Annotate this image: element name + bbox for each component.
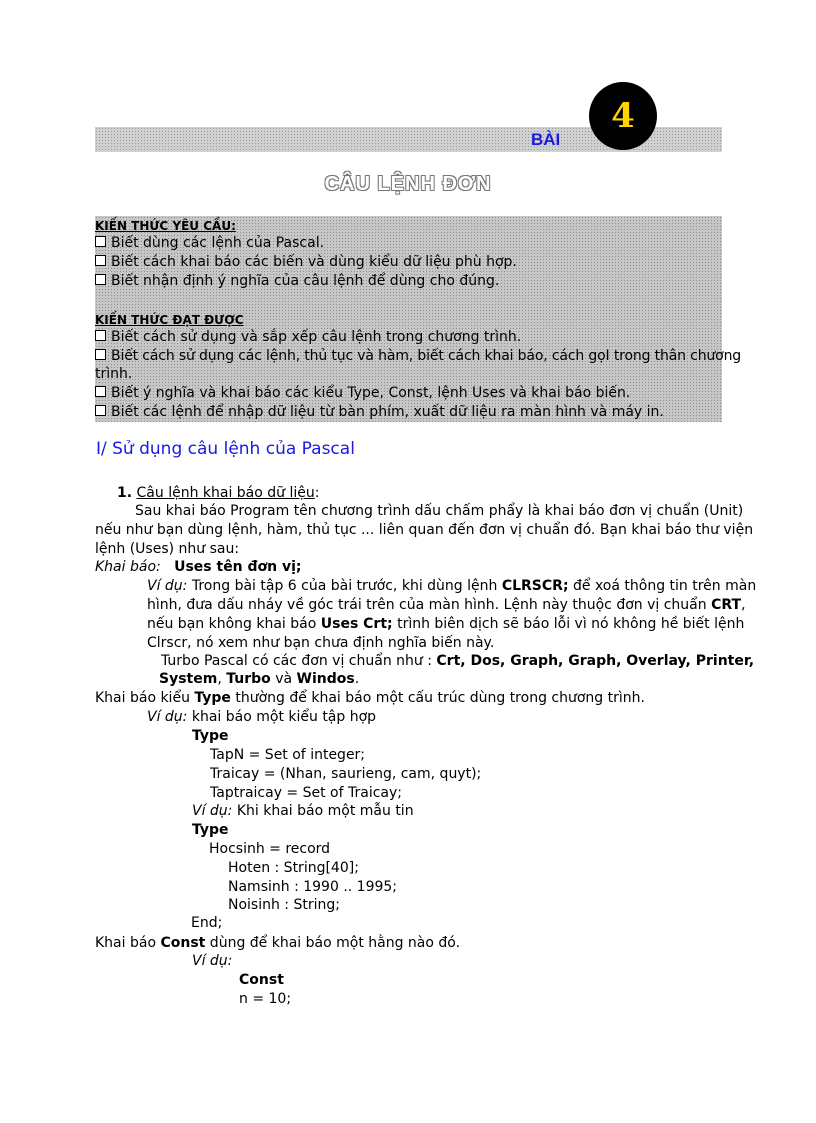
subsection-heading: 1. Câu lệnh khai báo dữ liệu: — [117, 485, 320, 501]
required-knowledge-heading: KIẾN THỨC YÊU CẦU: — [95, 219, 236, 233]
units-line: System, Turbo và Windos. — [159, 671, 360, 687]
code-line: TapN = Set of integer; — [210, 747, 366, 763]
code-line: Hocsinh = record — [209, 841, 331, 857]
example-label: Ví dụ: — [192, 953, 233, 969]
example-line: hình, đưa dấu nháy về góc trái trên của màn hình. Lệnh này thuộc đơn vị chuẩn CRT, — [147, 597, 746, 613]
code-line: n = 10; — [239, 991, 292, 1007]
list-item: Biết dùng các lệnh của Pascal. — [95, 235, 324, 251]
list-item: Biết các lệnh để nhập dữ liệu từ bàn phím, xuất dữ liệu ra màn hình và máy in. — [95, 404, 664, 420]
gained-knowledge-heading: KIẾN THỨC ĐẠT ĐƯỢC — [95, 313, 244, 327]
checkbox-icon — [95, 255, 106, 266]
example-line: nếu bạn không khai báo Uses Crt; trình biên dịch sẽ báo lỗi vì nó không hề biết lệnh — [147, 616, 745, 632]
list-item: Biết cách khai báo các biến và dùng kiểu dữ liệu phù hợp. — [95, 254, 517, 270]
example-line: Ví dụ: Khi khai báo một mẫu tin — [192, 803, 414, 819]
checkbox-icon — [95, 405, 106, 416]
type-intro: Khai báo kiểu Type thường để khai báo một cấu trúc dùng trong chương trình. — [95, 690, 645, 706]
lesson-number-badge — [589, 82, 657, 150]
code-line: Taptraicay = Set of Traicay; — [210, 785, 402, 801]
code-keyword: Type — [192, 728, 229, 744]
lesson-number: 4 — [611, 96, 635, 136]
declaration-line: Khai báo: Uses tên đơn vị; — [95, 559, 302, 575]
const-intro: Khai báo Const dùng để khai báo một hằng nào đó. — [95, 935, 461, 951]
example-line: Ví dụ: Trong bài tập 6 của bài trước, khi dùng lệnh CLRSCR; để xoá thông tin trên màn — [147, 578, 757, 594]
lesson-label: BÀI — [531, 130, 561, 149]
code-keyword: Type — [192, 822, 229, 838]
checkbox-icon — [95, 274, 106, 285]
example-line: Ví dụ: khai báo một kiểu tập hợp — [147, 709, 377, 725]
checkbox-icon — [95, 349, 106, 360]
list-item-continuation: trình. — [95, 366, 133, 382]
page-title: CÂU LỆNH ĐƠN — [324, 173, 492, 195]
code-line: End; — [191, 915, 223, 931]
checkbox-icon — [95, 386, 106, 397]
section-heading: I/ Sử dụng câu lệnh của Pascal — [96, 439, 355, 459]
code-line: Namsinh : 1990 .. 1995; — [228, 879, 398, 895]
units-line: Turbo Pascal có các đơn vị chuẩn như : Crt, Dos, Graph, Graph, Overlay, Printer, — [161, 653, 755, 669]
checkbox-icon — [95, 330, 106, 341]
example-line: Clrscr, nó xem như bạn chưa định nghĩa biến này. — [147, 635, 495, 651]
paragraph-line: nếu như bạn dùng lệnh, hàm, thủ tục ... liên quan đến đơn vị chuẩn đó. Bạn khai báo thư viện — [95, 522, 754, 538]
paragraph-line: lệnh (Uses) như sau: — [95, 541, 240, 557]
list-item: Biết cách sử dụng các lệnh, thủ tục và hàm, biết cách khai báo, cách gọI trong thân chương — [95, 348, 741, 364]
objectives-box — [95, 216, 742, 422]
code-keyword: Const — [239, 972, 284, 988]
code-line: Traicay = (Nhan, saurieng, cam, quyt); — [210, 766, 482, 782]
paragraph-line: Sau khai báo Program tên chương trình dấu chấm phẩy là khai báo đơn vị chuẩn (Unit) — [135, 503, 744, 519]
list-item: Biết nhận định ý nghĩa của câu lệnh để dùng cho đúng. — [95, 273, 499, 289]
list-item: Biết ý nghĩa và khai báo các kiểu Type, Const, lệnh Uses và khai báo biến. — [95, 385, 630, 401]
checkbox-icon — [95, 236, 106, 247]
list-item: Biết cách sử dụng và sắp xếp câu lệnh trong chương trình. — [95, 329, 521, 345]
code-line: Hoten : String[40]; — [228, 860, 359, 876]
code-line: Noisinh : String; — [228, 897, 340, 913]
